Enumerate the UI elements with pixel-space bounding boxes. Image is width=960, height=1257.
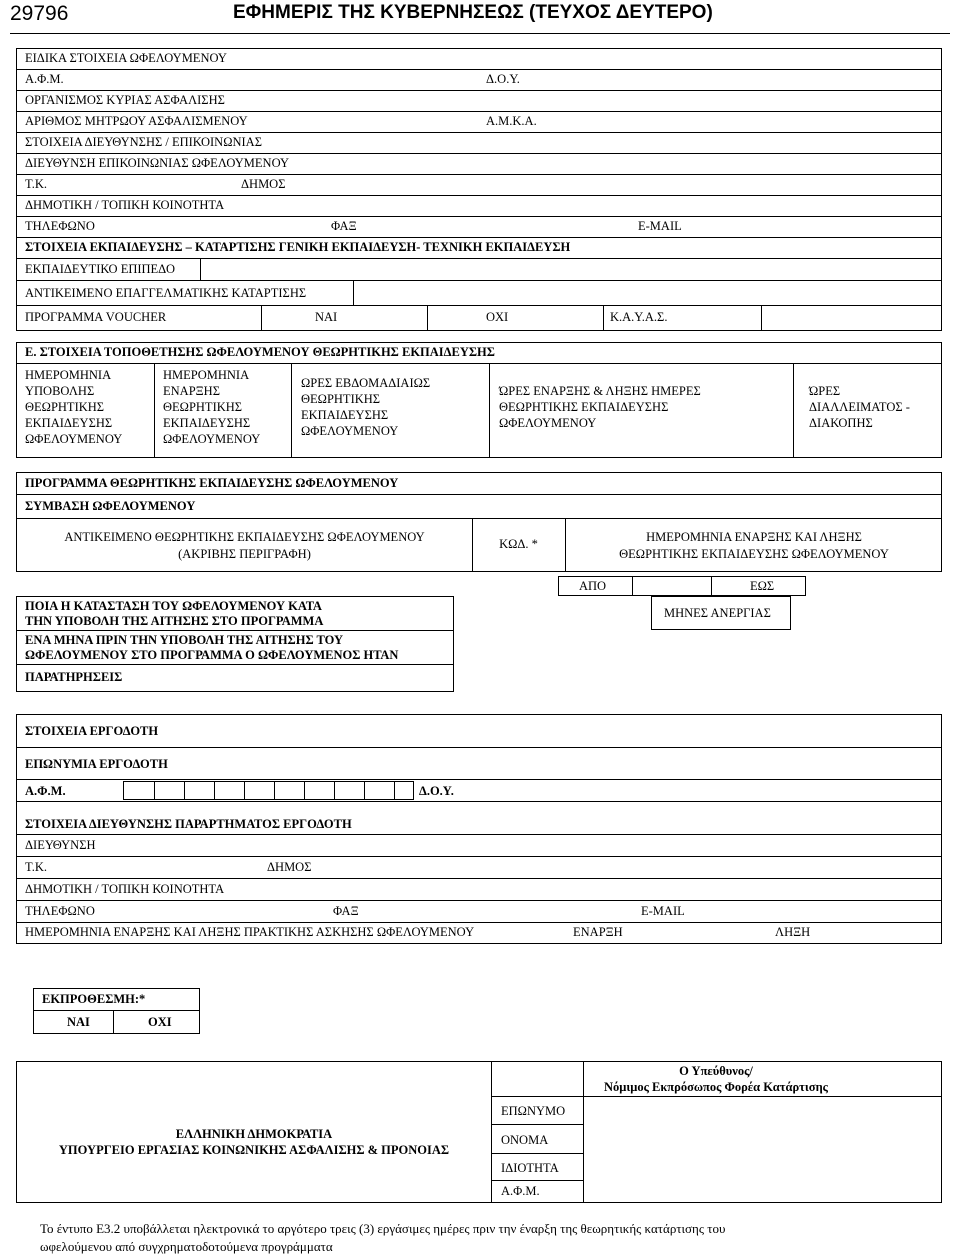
employer-title: ΣΤΟΙΧΕΙΑ ΕΡΓΟΔΟΤΗ [25, 724, 159, 738]
responsible-block [491, 1063, 941, 1095]
program-subject-cell[interactable]: ΑΝΤΙΚΕΙΜΕΝΟ ΘΕΩΡΗΤΙΚΗΣ ΕΚΠΑΙΔΕΥΣΗΣ ΩΦΕΛΟΥΜΕΝΟΥ (ΑΚΡΙΒΗΣ ΠΕΡΙΓΡΑΦΗ) [64, 530, 425, 561]
placement-col-divider-3 [489, 364, 490, 457]
voucher-yes-label[interactable]: ΝΑΙ [315, 310, 338, 324]
vocational-subject-row[interactable] [17, 281, 941, 306]
signature-hline-4 [491, 1180, 583, 1181]
employer-email-label: E-MAIL [641, 904, 685, 918]
employer-community-label: ΔΗΜΟΤΙΚΗ / ΤΟΠΙΚΗ ΚΟΙΝΟΤΗΤΑ [25, 882, 225, 896]
practice-end-label: ΛΗΞΗ [775, 925, 811, 939]
ministry-label: ΥΠΟΥΡΓΕΙΟ ΕΡΓΑΣΙΑΣ ΚΟΙΝΩΝΙΚΗΣ ΑΣΦΑΛΙΣΗΣ & ΠΡΟΝΟΙΑΣ [58, 1143, 450, 1157]
late-submission-yes[interactable]: ΝΑΙ [67, 1015, 90, 1029]
signature-hline-2 [491, 1124, 583, 1125]
program-code-cell[interactable]: ΚΩΔ. * [499, 537, 538, 551]
beneficiary-section [16, 48, 942, 331]
voucher-divider-2 [427, 306, 428, 330]
contract-row[interactable] [17, 495, 941, 519]
header-rule [10, 33, 950, 34]
responsible-line2: Νόμιμος Εκπρόσωπος Φορέα Κατάρτισης [604, 1080, 828, 1094]
footer-note-line2: ωφελούμενου από συγχρηματοδοτούμενα προγράμματα [40, 1239, 333, 1254]
page-number: 29796 [10, 2, 69, 25]
late-submission-title-row [34, 989, 199, 1011]
program-title: ΠΡΟΓΡΑΜΜΑ ΘΕΩΡΗΤΙΚΗΣ ΕΚΠΑΙΔΕΥΣΗΣ ΩΦΕΛΟΥΜΕΝΟΥ [25, 476, 399, 490]
afm-box-divider [184, 782, 185, 799]
tk-label: Τ.Κ. [25, 177, 47, 191]
status-section [16, 596, 454, 692]
afm-row[interactable] [17, 70, 941, 91]
placement-col-weekly-hours[interactable]: ΩΡΕΣ ΕΒΔΟΜΑΔΙΑΙΩΣ ΘΕΩΡΗΤΙΚΗΣ ΕΚΠΑΙΔΕΥΣΗΣ ΩΦΕΛΟΥΜΕΝΟΥ [301, 376, 431, 438]
branch-title-row [17, 802, 941, 835]
afm-box-divider [304, 782, 305, 799]
education-level-divider [200, 259, 201, 281]
afm-box-divider [244, 782, 245, 799]
from-label[interactable]: ΑΠΟ [579, 579, 607, 593]
address-contact-label: ΣΤΟΙΧΕΙΑ ΔΙΕΥΘΥΝΣΗΣ / ΕΠΙΚΟΙΝΩΝΙΑΣ [25, 135, 262, 149]
kayas-label[interactable]: Κ.Α.Υ.Α.Σ. [610, 310, 668, 324]
responsible-line1: Ο Υπεύθυνος/ [679, 1064, 753, 1078]
late-submission-label: ΕΚΠΡΟΘΕΣΜΗ:* [42, 992, 146, 1006]
placement-col-divider-1 [154, 364, 155, 457]
afm-box-divider [394, 782, 395, 799]
employer-phone-label: ΤΗΛΕΦΩΝΟ [25, 904, 95, 918]
signature-hline-1 [491, 1096, 941, 1097]
gazette-title: ΕΦΗΜΕΡΙΣ ΤΗΣ ΚΥΒΕΡΝΗΣΕΩΣ (ΤΕΥΧΟΣ ΔΕΥΤΕΡΟ) [233, 2, 713, 23]
from-to-divider-1 [632, 577, 633, 595]
education-title: ΣΤΟΙΧΕΙΑ ΕΚΠΑΙΔΕΥΣΗΣ – ΚΑΤΑΡΤΙΣΗΣ ΓΕΝΙΚΗ ΕΚΠΑΙΔΕΥΣΗ- ΤΕΧΝΙΚΗ ΕΚΠΑΙΔΕΥΣΗ [25, 240, 571, 254]
address-contact-row [17, 133, 941, 154]
to-label[interactable]: ΕΩΣ [750, 579, 775, 593]
employer-doy-label: Δ.Ο.Υ. [419, 784, 454, 798]
footer-note-line1: Το έντυπο Ε3.2 υποβάλλεται ηλεκτρονικά το αργότερο τρεις (3) εργάσιμες ημέρες πριν την έναρξη της θεωρητικής κατάρτισης του [40, 1221, 726, 1236]
ministry-block [17, 1126, 491, 1158]
placement-col-break-hours[interactable]: ΏΡΕΣ ΔΙΑΛΛΕΙΜΑΤΟΣ - ΔΙΑΚΟΠΗΣ [809, 384, 910, 430]
remarks-row[interactable] [17, 665, 453, 691]
placement-col-hours-days[interactable]: ΏΡΕΣ ΕΝΑΡΞΗΣ & ΛΗΞΗΣ ΗΜΕΡΕΣ ΘΕΩΡΗΤΙΚΗΣ ΕΚΠΑΙΔΕΥΣΗΣ ΩΦΕΛΟΥΜΕΝΟΥ [499, 384, 701, 430]
branch-title: ΣΤΟΙΧΕΙΑ ΔΙΕΥΘΥΝΣΗΣ ΠΑΡΑΡΤΗΜΑΤΟΣ ΕΡΓΟΔΟΤΗ [25, 817, 352, 831]
doy-label: Δ.Ο.Υ. [486, 72, 520, 86]
voucher-divider-4 [761, 306, 762, 330]
afm-box-divider [364, 782, 365, 799]
employer-name-row[interactable] [17, 748, 941, 780]
contact-address-label: ΔΙΕΥΘΥΝΣΗ ΕΠΙΚΟΙΝΩΝΙΑΣ ΩΦΕΛΟΥΜΕΝΟΥ [25, 156, 290, 170]
voucher-divider-3 [603, 306, 604, 330]
practice-dates-label: ΗΜΕΡΟΜΗΝΙΑ ΕΝΑΡΞΗΣ ΚΑΙ ΛΗΞΗΣ ΠΡΑΚΤΙΚΗΣ ΑΣΚΗΣΗΣ ΩΦΕΛΟΥΜΕΝΟΥ [25, 925, 475, 939]
community-row[interactable] [17, 196, 941, 217]
vocational-subject-label: ΑΝΤΙΚΕΙΜΕΝΟ ΕΠΑΓΓΕΛΜΑΤΙΚΗΣ ΚΑΤΑΡΤΙΣΗΣ [25, 286, 307, 300]
signature-section [16, 1061, 942, 1203]
email-label: E-MAIL [638, 219, 682, 233]
voucher-no-label[interactable]: ΟΧΙ [486, 310, 509, 324]
employer-title-row [17, 715, 941, 748]
tk-row[interactable] [17, 175, 941, 196]
insurance-org-row[interactable] [17, 91, 941, 112]
amka-label: Α.Μ.Κ.Α. [486, 114, 537, 128]
education-level-row[interactable] [17, 259, 941, 281]
insurance-org-label: ΟΡΓΑΝΙΣΜΟΣ ΚΥΡΙΑΣ ΑΣΦΑΛΙΣΗΣ [25, 93, 225, 107]
signature-surname-label[interactable]: ΕΠΩΝΥΜΟ [501, 1104, 566, 1118]
placement-col-submission-date[interactable]: ΗΜΕΡΟΜΗΝΙΑ ΥΠΟΒΟΛΗΣ ΘΕΩΡΗΤΙΚΗΣ ΕΚΠΑΙΔΕΥΣΗΣ ΩΦΕΛΟΥΜΕΝΟΥ [25, 368, 123, 446]
placement-title: Ε. ΣΤΟΙΧΕΙΑ ΤΟΠΟΘΕΤΗΣΗΣ ΩΦΕΛΟΥΜΕΝΟΥ ΘΕΩΡΗΤΙΚΗΣ ΕΚΠΑΙΔΕΥΣΗΣ [25, 345, 495, 359]
republic-label: ΕΛΛΗΝΙΚΗ ΔΗΜΟΚΡΑΤΙΑ [175, 1127, 333, 1141]
status-q1-label: ΠΟΙΑ Η ΚΑΤΑΣΤΑΣΗ ΤΟΥ ΩΦΕΛΟΥΜΕΝΟΥ ΚΑΤΑ ΤΗΝ ΥΠΟΒΟΛΗ ΤΗΣ ΑΙΤΗΣΗΣ ΣΤΟ ΠΡΟΓΡΑΜΜΑ [25, 599, 324, 628]
phone-row[interactable] [17, 217, 941, 238]
community-label: ΔΗΜΟΤΙΚΗ / ΤΟΠΙΚΗ ΚΟΙΝΟΤΗΤΑ [25, 198, 225, 212]
afm-box-divider [214, 782, 215, 799]
late-submission-no[interactable]: ΟΧΙ [148, 1015, 172, 1029]
afm-box-divider [274, 782, 275, 799]
contract-label: ΣΥΜΒΑΣΗ ΩΦΕΛΟΥΜΕΝΟΥ [25, 499, 196, 513]
from-to-divider-2 [711, 577, 712, 595]
signature-name-label[interactable]: ΟΝΟΜΑ [501, 1133, 549, 1147]
status-q2-row[interactable] [17, 631, 453, 665]
remarks-label: ΠΑΡΑΤΗΡΗΣΕΙΣ [25, 670, 123, 684]
phone-label: ΤΗΛΕΦΩΝΟ [25, 219, 95, 233]
vocational-subject-divider [353, 281, 354, 306]
insured-reg-label: ΑΡΙΘΜΟΣ ΜΗΤΡΩΟΥ ΑΣΦΑΛΙΣΜΕΝΟΥ [25, 114, 248, 128]
practice-start-label: ΕΝΑΡΞΗ [573, 925, 623, 939]
employer-tk-row[interactable] [17, 857, 941, 879]
program-section [16, 472, 942, 572]
signature-afm-label[interactable]: Α.Φ.Μ. [501, 1184, 540, 1198]
placement-title-row [17, 343, 941, 364]
employer-name-label: ΕΠΩΝΥΜΙΑ ΕΡΓΟΔΟΤΗ [25, 757, 168, 771]
status-q1-row[interactable] [17, 597, 453, 631]
employer-fax-label: ΦΑΞ [333, 904, 359, 918]
education-title-row [17, 238, 941, 259]
placement-section [16, 342, 942, 458]
employer-tk-label: Τ.Κ. [25, 860, 47, 874]
placement-col-divider-2 [291, 364, 292, 457]
contact-address-row[interactable] [17, 154, 941, 175]
afm-box-divider [154, 782, 155, 799]
status-q2-label: ΕΝΑ ΜΗΝΑ ΠΡΙΝ ΤΗΝ ΥΠΟΒΟΛΗ ΤΗΣ ΑΙΤΗΣΗΣ ΤΟΥ ΩΦΕΛΟΥΜΕΝΟΥ ΣΤΟ ΠΡΟΓΡΑΜΜΑ Ο ΩΦΕΛΟΥΜΕΝΟΣ ΗΤΑΝ [25, 633, 399, 662]
from-to-box [558, 576, 806, 596]
employer-address-label: ΔΙΕΥΘΥΝΣΗ [25, 838, 96, 852]
voucher-row[interactable] [17, 306, 941, 330]
employer-municipality-label: ΔΗΜΟΣ [267, 860, 312, 874]
program-title-row [17, 473, 941, 495]
employer-phone-row[interactable] [17, 901, 941, 923]
placement-col-divider-4 [793, 364, 794, 457]
late-submission-divider [113, 1011, 114, 1033]
signature-hline-3 [491, 1153, 583, 1154]
voucher-divider-1 [261, 306, 262, 330]
education-level-label: ΕΚΠΑΙΔΕΥΤΙΚΟ ΕΠΙΠΕΔΟ [25, 262, 176, 276]
program-dates-cell[interactable]: ΗΜΕΡΟΜΗΝΙΑ ΕΝΑΡΞΗΣ ΚΑΙ ΛΗΞΗΣ ΘΕΩΡΗΤΙΚΗΣ ΕΚΠΑΙΔΕΥΣΗΣ ΩΦΕΛΟΥΜΕΝΟΥ [619, 530, 889, 561]
afm-box-divider [334, 782, 335, 799]
signature-capacity-label[interactable]: ΙΔΙΟΤΗΤΑ [501, 1161, 559, 1175]
employer-afm-boxes[interactable] [123, 781, 414, 800]
employer-afm-label: Α.Φ.Μ. [25, 784, 66, 798]
afm-label: Α.Φ.Μ. [25, 72, 64, 86]
months-unemployed-box[interactable] [651, 596, 791, 630]
employer-address-row[interactable] [17, 835, 941, 857]
practice-dates-row[interactable] [17, 923, 941, 943]
employer-section [16, 714, 942, 944]
late-submission-box [33, 988, 200, 1034]
voucher-label: ΠΡΟΓΡΑΜΜΑ VOUCHER [25, 310, 167, 324]
employer-community-row[interactable] [17, 879, 941, 901]
placement-col-start-date[interactable]: ΗΜΕΡΟΜΗΝΙΑ ΕΝΑΡΞΗΣ ΘΕΩΡΗΤΙΚΗΣ ΕΚΠΑΙΔΕΥΣΗΣ ΩΦΕΛΟΥΜΕΝΟΥ [163, 368, 261, 446]
municipality-label: ΔΗΜΟΣ [241, 177, 286, 191]
beneficiary-section-title: ΕΙΔΙΚΑ ΣΤΟΙΧΕΙΑ ΩΦΕΛΟΥΜΕΝΟΥ [25, 51, 227, 65]
months-unemployed-label: ΜΗΝΕΣ ΑΝΕΡΓΙΑΣ [664, 606, 771, 620]
insured-reg-row[interactable] [17, 112, 941, 133]
fax-label: ΦΑΞ [331, 219, 357, 233]
beneficiary-section-title-row [17, 49, 941, 70]
